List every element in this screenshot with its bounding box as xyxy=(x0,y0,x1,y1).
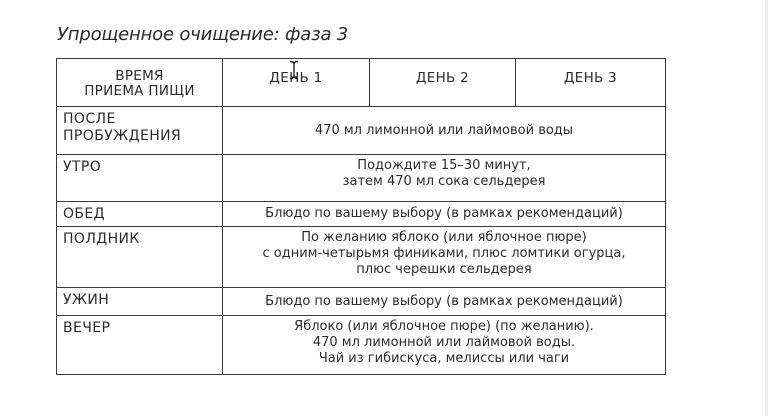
table-row xyxy=(57,155,666,202)
meal-name-line: ПРОБУЖДЕНИЯ xyxy=(63,128,182,144)
meal-description-line: По желанию яблоко (или яблочное пюре) xyxy=(301,230,587,245)
meal-name xyxy=(57,155,223,202)
table-header-row xyxy=(57,59,666,107)
table-row xyxy=(57,316,666,375)
meal-description-line: Чай из гибискуса, мелиссы или чаги xyxy=(318,351,570,366)
meal-name-line: ВЕЧЕР xyxy=(63,320,111,336)
header-meal-time-line: ПРИЕМА ПИЩИ xyxy=(84,82,195,99)
header-meal-time xyxy=(57,59,223,107)
meal-description xyxy=(223,288,666,316)
table-row xyxy=(57,227,666,288)
meal-description-line: Подождите 15–30 минут, xyxy=(357,158,531,173)
meal-plan-table xyxy=(56,58,666,375)
meal-description-line: с одним-четырьмя финиками, плюс ломтики огурца, xyxy=(262,246,626,261)
table-row xyxy=(57,107,666,155)
meal-description xyxy=(223,202,666,227)
meal-description-line: затем 470 мл сока сельдерея xyxy=(342,174,546,189)
page-title: Упрощенное очищение: фаза 3 xyxy=(57,24,349,45)
meal-name-line: УЖИН xyxy=(63,292,110,308)
table-row xyxy=(57,202,666,227)
meal-description-line: плюс черешки сельдерея xyxy=(356,262,532,277)
meal-description xyxy=(223,155,666,202)
meal-description-line: 470 мл лимонной или лаймовой воды. xyxy=(312,335,576,350)
table-row xyxy=(57,288,666,316)
meal-name xyxy=(57,316,223,375)
meal-name-line: УТРО xyxy=(63,159,102,175)
meal-description xyxy=(223,316,666,375)
header-day-3: ДЕНЬ 3 xyxy=(516,59,666,107)
header-day-2: ДЕНЬ 2 xyxy=(370,59,516,107)
meal-description-line: Яблоко (или яблочное пюре) (по желанию). xyxy=(294,319,594,334)
meal-description-line: Блюдо по вашему выбору (в рамках рекомендаций) xyxy=(265,293,623,309)
meal-name-line: ПОЛДНИК xyxy=(63,231,140,247)
meal-description xyxy=(223,227,666,288)
meal-description xyxy=(223,107,666,155)
meal-description-line: Блюдо по вашему выбору (в рамках рекомендаций) xyxy=(265,206,623,221)
header-day-1: ДЕНЬ 1 xyxy=(223,59,370,107)
meal-name xyxy=(57,202,223,227)
header-meal-time-line: ВРЕМЯ xyxy=(115,67,164,84)
meal-name xyxy=(57,107,223,155)
meal-name xyxy=(57,288,223,316)
meal-name-line: ОБЕД xyxy=(63,206,106,222)
text-cursor-icon xyxy=(289,60,299,80)
meal-name xyxy=(57,227,223,288)
meal-description-line: 470 мл лимонной или лаймовой воды xyxy=(314,122,574,138)
meal-name-line: ПОСЛЕ xyxy=(63,111,116,127)
